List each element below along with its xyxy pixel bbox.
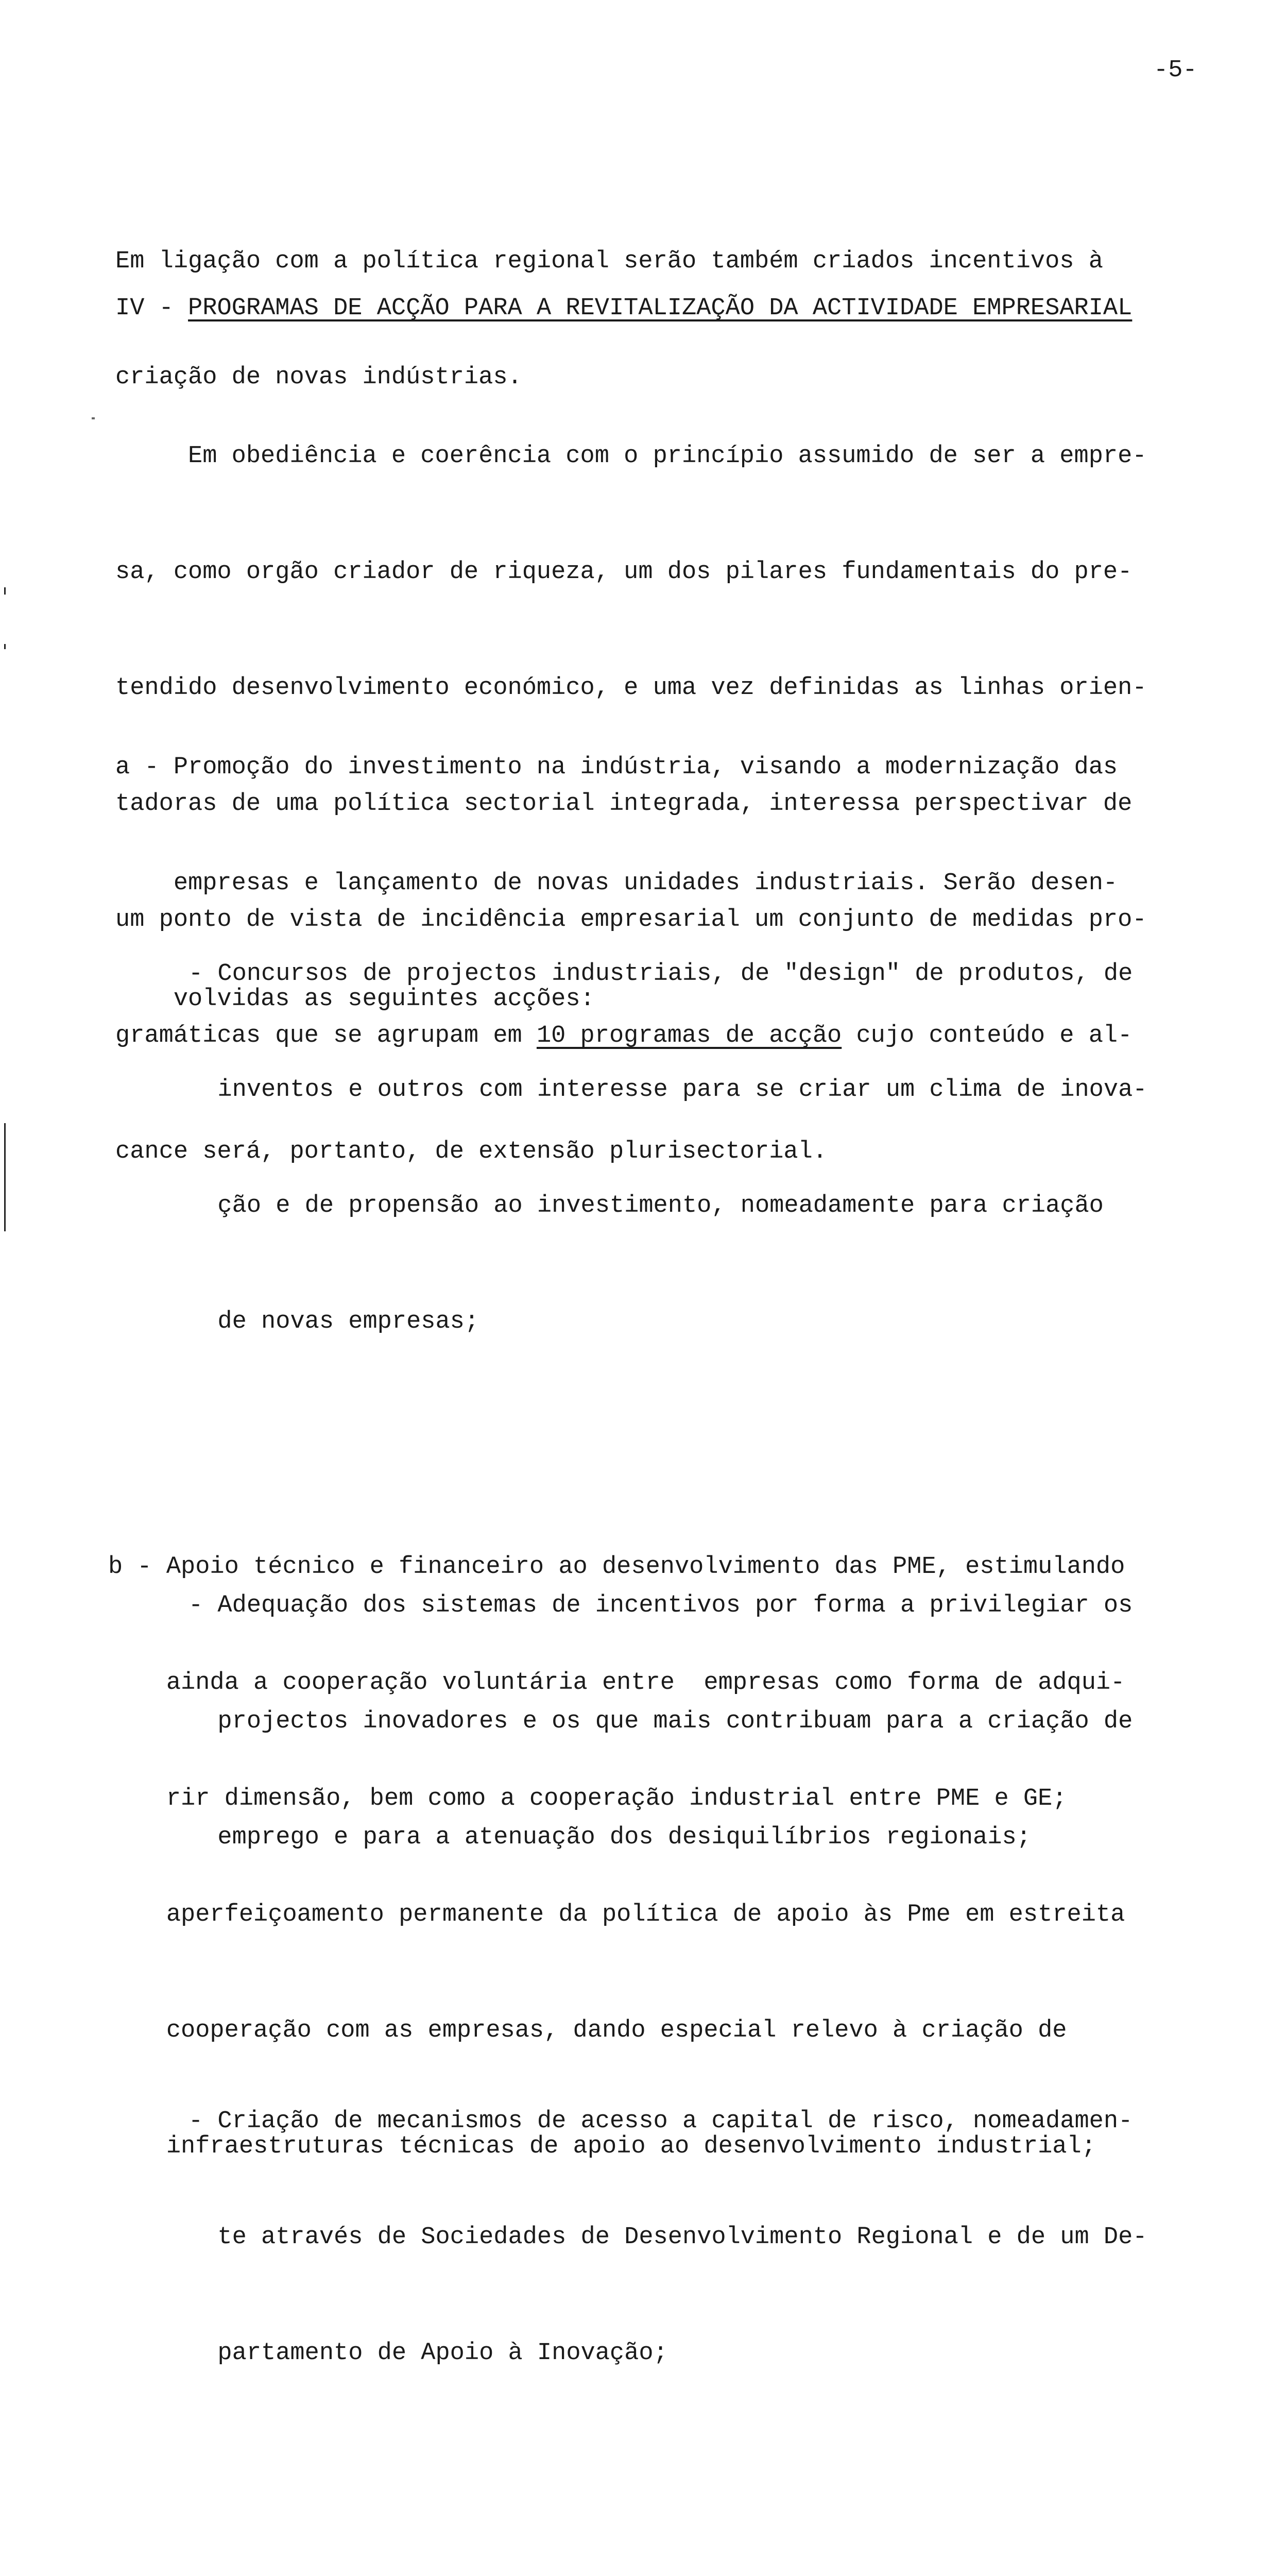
section-heading bbox=[115, 295, 1132, 322]
text-line: Em ligação com a política regional serão também criados incentivos à bbox=[115, 248, 1103, 275]
list-item-b bbox=[108, 1470, 1125, 2243]
text-line: empresas e lançamento de novas unidades industriais. Serão desen- bbox=[115, 870, 1118, 897]
text-line: aperfeiçoamento permanente da política de apoio às Pme em estreita bbox=[108, 1901, 1125, 1928]
text-line: - Concursos de projectos industriais, de "design" de produtos, de bbox=[188, 960, 1133, 988]
bullet-item bbox=[188, 2540, 1147, 2576]
text-line: ção e de propensão ao investimento, nomeadamente para criação bbox=[188, 1192, 1104, 1219]
text-line: cooperação com as empresas, dando especial relevo à criação de bbox=[108, 2017, 1067, 2044]
text-line: tendido desenvolvimento económico, e uma vez definidas as linhas orien- bbox=[115, 674, 1147, 702]
section-numeral: IV - bbox=[115, 295, 174, 322]
underlined-phrase: 10 programas de acção bbox=[536, 1022, 842, 1049]
text-line: ainda a cooperação voluntária entre empresas como forma de adqui- bbox=[108, 1669, 1125, 1697]
text-line: de novas empresas; bbox=[188, 1308, 479, 1335]
scan-artifact-mark bbox=[4, 1123, 6, 1231]
text-line: projectos inovadores e os que mais contribuam para a criação de bbox=[188, 1708, 1133, 1735]
text-line: cance será, portanto, de extensão plurisectorial. bbox=[115, 1138, 828, 1165]
text-line: Em obediência e coerência com o princípio assumido de ser a empre- bbox=[115, 443, 1147, 470]
section-title: PROGRAMAS DE ACÇÃO PARA A REVITALIZAÇÃO DA ACTIVIDADE EMPRESARIAL bbox=[188, 295, 1133, 322]
text-line: te através de Sociedades de Desenvolvimento Regional e de um De- bbox=[188, 2224, 1147, 2251]
text-line: - Criação de mecanismos de acesso a capital de risco, nomeadamen- bbox=[188, 2108, 1133, 2135]
text-line: um ponto de vista de incidência empresarial um conjunto de medidas pro- bbox=[115, 906, 1147, 934]
text-line: tadoras de uma política sectorial integrada, interessa perspectivar de bbox=[115, 790, 1133, 818]
text-line: a - Promoção do investimento na indústria, visando a modernização das bbox=[115, 754, 1118, 781]
text-line: - Adequação dos sistemas de incentivos por forma a privilegiar os bbox=[188, 1592, 1133, 1619]
text-line: sa, como orgão criador de riqueza, um dos pilares fundamentais do pre- bbox=[115, 558, 1133, 586]
text-line: inventos e outros com interesse para se criar um clima de inova- bbox=[188, 1076, 1147, 1104]
scan-artifact-mark bbox=[4, 644, 6, 649]
text-line: emprego e para a atenuação dos desiquilíbrios regionais; bbox=[188, 1824, 1031, 1851]
text-line: infraestruturas técnicas de apoio ao desenvolvimento industrial; bbox=[108, 2133, 1096, 2160]
bullet-item bbox=[188, 877, 1147, 1418]
text-line: volvidas as seguintes acções: bbox=[115, 986, 595, 1013]
text-line: rir dimensão, bem como a cooperação industrial entre PME e GE; bbox=[108, 1785, 1067, 1812]
scan-artifact-mark bbox=[4, 587, 6, 595]
text-line: partamento de Apoio à Inovação; bbox=[188, 2340, 668, 2367]
text-line: b - Apoio técnico e financeiro ao desenvolvimento das PME, estimulando bbox=[108, 1553, 1125, 1581]
page-number: -5- bbox=[1154, 57, 1197, 84]
text-fragment: gramáticas que se agrupam em bbox=[115, 1022, 537, 1049]
text-line: criação de novas indústrias. bbox=[115, 364, 522, 391]
text-fragment: cujo conteúdo e al- bbox=[842, 1022, 1133, 1049]
scan-artifact-dot bbox=[92, 417, 95, 419]
